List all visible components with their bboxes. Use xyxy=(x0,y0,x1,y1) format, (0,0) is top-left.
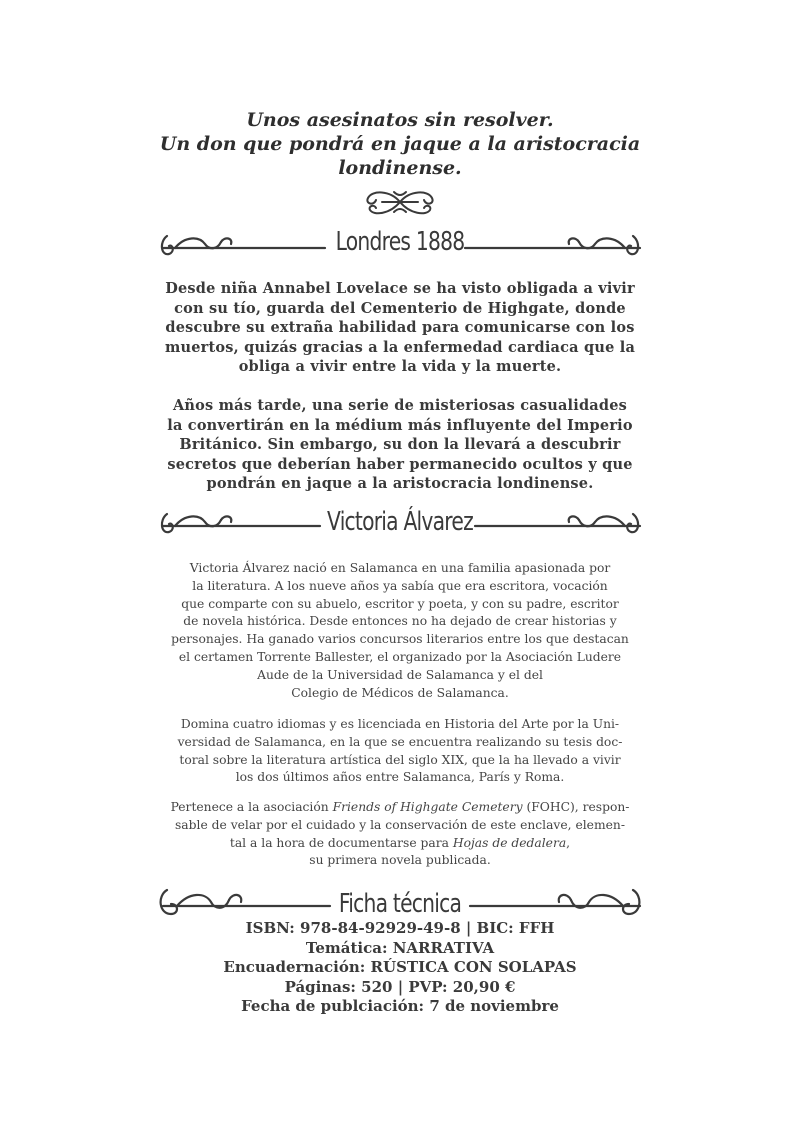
isbn-line: ISBN: 978-84-92929-49-8 | BIC: FFH xyxy=(245,919,555,937)
text-segment: Pertenece a la asociación xyxy=(170,800,333,814)
tagline-line-2: Un don que pondrá en jaque a la aristocracia xyxy=(159,133,641,155)
text-line: versidad de Salamanca, en la que se encuentra realizando su tesis doc- xyxy=(177,734,623,749)
section-header-tech xyxy=(155,884,645,924)
association-name: Friends of Highgate Cemetery xyxy=(332,800,523,814)
scroll-flourish-icon xyxy=(360,182,440,222)
text-line: su primera novela publicada. xyxy=(309,853,491,868)
encuadernacion-line: Encuadernación: RÚSTICA CON SOLAPAS xyxy=(223,958,577,977)
synopsis-paragraph-1 xyxy=(150,279,650,377)
text-line xyxy=(150,799,650,817)
text-line xyxy=(150,835,650,853)
section-header-londres xyxy=(155,222,645,262)
text-line: muertos, quizás gracias a la enfermedad cardiaca que la xyxy=(164,338,636,356)
text-line: que comparte con su abuelo, escritor y poeta, y con su padre, escritor xyxy=(181,596,619,611)
text-line: sable de velar por el cuidado y la conservación de este enclave, elemen- xyxy=(175,817,625,832)
text-line: la convertirán en la médium más influyente del Imperio xyxy=(167,416,633,434)
tagline-line-1: Unos asesinatos sin resolver. xyxy=(246,109,554,131)
text-line: Victoria Álvarez nació en Salamanca en una familia apasionada por xyxy=(189,561,611,575)
text-line: personajes. Ha ganado varios concursos literarios entre los que destacan xyxy=(171,632,629,647)
text-line: con su tío, guarda del Cementerio de Highgate, donde xyxy=(174,299,626,317)
text-line: la literatura. A los nueve años ya sabía que era escritora, vocación xyxy=(192,578,608,593)
author-paragraph-3 xyxy=(150,799,650,870)
text-line: Domina cuatro idiomas y es licenciada en Historia del Arte por la Uni- xyxy=(180,717,620,731)
text-line: los dos últimos años entre Salamanca, París y Roma. xyxy=(235,770,565,785)
text-line: el certamen Torrente Ballester, el organizado por la Asociación Ludere xyxy=(178,649,622,664)
text-line: obliga a vivir entre la vida y la muerte. xyxy=(238,358,562,375)
section-header-author xyxy=(155,506,645,546)
text-line: descubre su extraña habilidad para comunicarse con los xyxy=(165,319,635,336)
novel-title: Hojas de dedalera xyxy=(452,835,567,850)
text-line: Colegio de Médicos de Salamanca. xyxy=(291,685,509,700)
section-title-tech: Ficha técnica xyxy=(338,889,462,919)
text-line: Desde niña Annabel Lovelace se ha visto obligada a vivir xyxy=(165,280,635,297)
text-line: secretos que deberían haber permanecido ocultos y que xyxy=(167,455,633,473)
text-line: Británico. Sin embargo, su don la llevará a descubrir xyxy=(179,436,621,453)
text-segment: , xyxy=(566,835,571,850)
text-line: Años más tarde, una serie de misteriosas casualidades xyxy=(172,397,628,414)
text-line: toral sobre la literatura artística del siglo XIX, que la ha llevado a vivir xyxy=(179,752,621,767)
author-paragraph-1 xyxy=(150,560,650,702)
section-title-author: Victoria Álvarez xyxy=(327,507,473,537)
tagline xyxy=(100,108,700,180)
paginas-line: Páginas: 520 | PVP: 20,90 € xyxy=(284,977,516,996)
tech-sheet xyxy=(150,919,650,1017)
synopsis-paragraph-2 xyxy=(150,396,650,494)
fecha-line: Fecha de publciación: 7 de noviembre xyxy=(241,997,559,1016)
tagline-line-3: londinense. xyxy=(338,157,462,179)
text-line: Aude de la Universidad de Salamanca y el del xyxy=(257,667,543,682)
text-line: pondrán en jaque a la aristocracia londinense. xyxy=(206,475,594,492)
tematica-line: Temática: NARRATIVA xyxy=(305,938,495,957)
text-segment: (FOHC), respon- xyxy=(522,800,630,814)
text-segment: tal a la hora de documentarse para xyxy=(229,835,453,850)
author-paragraph-2 xyxy=(150,716,650,787)
text-line: de novela histórica. Desde entonces no ha dejado de crear historias y xyxy=(183,614,617,629)
section-title-londres: Londres 1888 xyxy=(335,227,465,257)
